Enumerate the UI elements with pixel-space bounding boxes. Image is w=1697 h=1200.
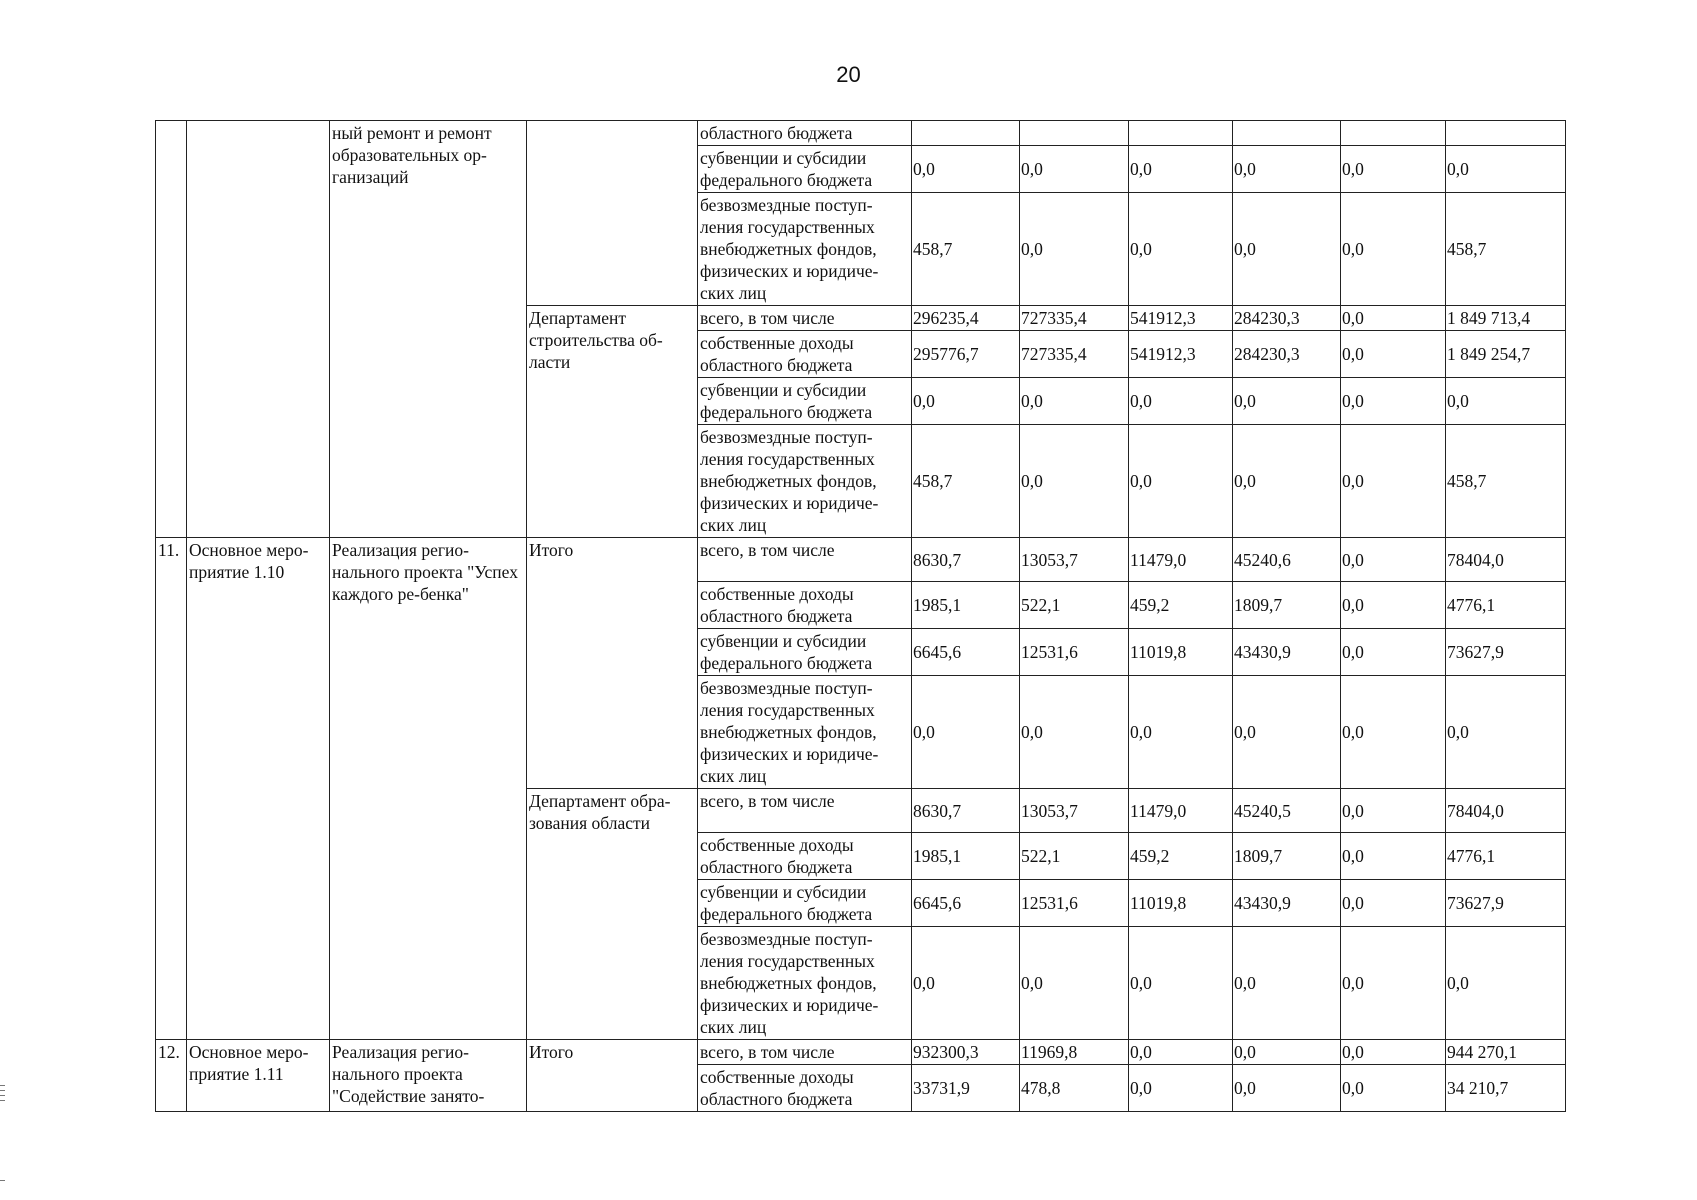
value-cell: 34 210,7 [1446, 1065, 1566, 1112]
value-cell: 932300,3 [912, 1040, 1020, 1065]
value-cell: 1 849 254,7 [1446, 331, 1566, 378]
value-cell: 0,0 [1129, 193, 1233, 306]
value-cell: 1809,7 [1233, 582, 1341, 629]
scan-mark [0, 1100, 5, 1101]
value-cell [912, 121, 1020, 146]
value-cell [1446, 121, 1566, 146]
funding-source-cell: всего, в том числе [698, 1040, 912, 1065]
value-cell: 8630,7 [912, 789, 1020, 833]
value-cell: 12531,6 [1020, 880, 1129, 927]
value-cell: 0,0 [1341, 425, 1446, 538]
value-cell: 459,2 [1129, 582, 1233, 629]
value-cell: 0,0 [1341, 1065, 1446, 1112]
value-cell: 0,0 [1341, 306, 1446, 331]
scan-mark [0, 1085, 5, 1086]
value-cell: 0,0 [1020, 146, 1129, 193]
value-cell: 0,0 [1446, 927, 1566, 1040]
value-cell: 0,0 [1233, 676, 1341, 789]
value-cell: 45240,5 [1233, 789, 1341, 833]
funding-source-cell: безвозмездные поступ-ления государственных внебюджетных фондов, физических и юридиче-ских лиц [698, 193, 912, 306]
value-cell: 478,8 [1020, 1065, 1129, 1112]
value-cell: 458,7 [1446, 425, 1566, 538]
value-cell: 522,1 [1020, 833, 1129, 880]
funding-source-cell: всего, в том числе [698, 789, 912, 833]
executor-cell: Департамент строительства об-ласти [527, 306, 698, 538]
value-cell: 0,0 [1020, 927, 1129, 1040]
value-cell: 0,0 [1020, 425, 1129, 538]
value-cell: 0,0 [1233, 193, 1341, 306]
value-cell: 0,0 [1341, 1040, 1446, 1065]
value-cell: 13053,7 [1020, 789, 1129, 833]
value-cell: 1809,7 [1233, 833, 1341, 880]
value-cell: 284230,3 [1233, 306, 1341, 331]
value-cell: 0,0 [1341, 880, 1446, 927]
value-cell: 944 270,1 [1446, 1040, 1566, 1065]
value-cell: 0,0 [1341, 582, 1446, 629]
funding-source-cell: субвенции и субсидии федерального бюджета [698, 146, 912, 193]
value-cell: 0,0 [1341, 193, 1446, 306]
value-cell: 78404,0 [1446, 538, 1566, 582]
value-cell: 1985,1 [912, 582, 1020, 629]
value-cell: 0,0 [1129, 146, 1233, 193]
value-cell: 0,0 [1233, 146, 1341, 193]
table-row [156, 1040, 1566, 1065]
value-cell: 0,0 [1446, 146, 1566, 193]
funding-source-cell: областного бюджета [698, 121, 912, 146]
value-cell: 295776,7 [912, 331, 1020, 378]
activity-name-cell: Реализация регио-нального проекта "Успех каждого ре-бенка" [330, 538, 527, 1040]
value-cell: 13053,7 [1020, 538, 1129, 582]
value-cell: 0,0 [1341, 378, 1446, 425]
value-cell: 541912,3 [1129, 306, 1233, 331]
funding-source-cell: собственные доходы областного бюджета [698, 1065, 912, 1112]
value-cell: 0,0 [1233, 1040, 1341, 1065]
value-cell: 12531,6 [1020, 629, 1129, 676]
value-cell: 0,0 [1341, 331, 1446, 378]
value-cell [1341, 121, 1446, 146]
measure-name-cell [187, 121, 330, 538]
value-cell: 0,0 [1446, 676, 1566, 789]
funding-source-cell: собственные доходы областного бюджета [698, 582, 912, 629]
value-cell: 11969,8 [1020, 1040, 1129, 1065]
value-cell: 0,0 [912, 146, 1020, 193]
value-cell: 0,0 [1233, 425, 1341, 538]
value-cell: 0,0 [1129, 378, 1233, 425]
value-cell: 0,0 [1129, 1065, 1233, 1112]
value-cell: 11019,8 [1129, 880, 1233, 927]
value-cell: 8630,7 [912, 538, 1020, 582]
value-cell: 0,0 [1020, 378, 1129, 425]
value-cell: 0,0 [1129, 1040, 1233, 1065]
value-cell: 0,0 [1233, 378, 1341, 425]
value-cell: 284230,3 [1233, 331, 1341, 378]
funding-source-cell: всего, в том числе [698, 538, 912, 582]
executor-cell: Итого [527, 1040, 698, 1112]
value-cell: 0,0 [1020, 676, 1129, 789]
funding-source-cell: всего, в том числе [698, 306, 912, 331]
funding-source-cell: безвозмездные поступ-ления государственных внебюджетных фондов, физических и юридиче-ских лиц [698, 425, 912, 538]
value-cell: 0,0 [912, 378, 1020, 425]
value-cell: 458,7 [912, 193, 1020, 306]
activity-name-cell: ный ремонт и ремонт образовательных ор-ганизаций [330, 121, 527, 538]
value-cell: 0,0 [912, 927, 1020, 1040]
value-cell: 0,0 [1129, 927, 1233, 1040]
value-cell: 78404,0 [1446, 789, 1566, 833]
value-cell: 73627,9 [1446, 880, 1566, 927]
scan-mark [0, 1090, 5, 1091]
value-cell: 11019,8 [1129, 629, 1233, 676]
value-cell: 4776,1 [1446, 582, 1566, 629]
value-cell [1233, 121, 1341, 146]
table-row [156, 538, 1566, 582]
value-cell: 0,0 [1129, 425, 1233, 538]
value-cell: 0,0 [1341, 927, 1446, 1040]
value-cell: 0,0 [1020, 193, 1129, 306]
value-cell: 459,2 [1129, 833, 1233, 880]
value-cell: 458,7 [1446, 193, 1566, 306]
activity-name-cell: Реализация регио-нального проекта "Содействие занято- [330, 1040, 527, 1112]
executor-cell: Итого [527, 538, 698, 789]
value-cell: 45240,6 [1233, 538, 1341, 582]
value-cell: 0,0 [1446, 378, 1566, 425]
funding-source-cell: субвенции и субсидии федерального бюджета [698, 880, 912, 927]
table-row [156, 121, 1566, 146]
value-cell: 6645,6 [912, 629, 1020, 676]
value-cell: 43430,9 [1233, 880, 1341, 927]
funding-source-cell: безвозмездные поступ-ления государственных внебюджетных фондов, физических и юридиче-ских лиц [698, 927, 912, 1040]
value-cell: 11479,0 [1129, 789, 1233, 833]
value-cell: 1985,1 [912, 833, 1020, 880]
value-cell: 0,0 [1341, 833, 1446, 880]
value-cell: 0,0 [1233, 1065, 1341, 1112]
executor-cell [527, 121, 698, 306]
scan-mark [0, 1095, 5, 1096]
scan-mark [0, 1180, 5, 1181]
value-cell: 73627,9 [1446, 629, 1566, 676]
value-cell: 0,0 [1341, 789, 1446, 833]
measure-name-cell: Основное меро-приятие 1.10 [187, 538, 330, 1040]
value-cell: 458,7 [912, 425, 1020, 538]
value-cell: 33731,9 [912, 1065, 1020, 1112]
number-cell: 12. [156, 1040, 187, 1112]
funding-source-cell: безвозмездные поступ-ления государственных внебюджетных фондов, физических и юридиче-ских лиц [698, 676, 912, 789]
funding-source-cell: субвенции и субсидии федерального бюджета [698, 378, 912, 425]
value-cell [1129, 121, 1233, 146]
page-number: 20 [836, 62, 861, 87]
measure-name-cell: Основное меро-приятие 1.11 [187, 1040, 330, 1112]
value-cell: 11479,0 [1129, 538, 1233, 582]
value-cell: 296235,4 [912, 306, 1020, 331]
funding-source-cell: собственные доходы областного бюджета [698, 833, 912, 880]
funding-source-cell: субвенции и субсидии федерального бюджета [698, 629, 912, 676]
value-cell: 43430,9 [1233, 629, 1341, 676]
value-cell: 0,0 [1341, 146, 1446, 193]
value-cell: 1 849 713,4 [1446, 306, 1566, 331]
budget-table [155, 120, 1566, 1112]
value-cell: 727335,4 [1020, 306, 1129, 331]
executor-cell: Департамент обра-зования области [527, 789, 698, 1040]
value-cell: 541912,3 [1129, 331, 1233, 378]
value-cell: 727335,4 [1020, 331, 1129, 378]
value-cell: 0,0 [1341, 629, 1446, 676]
value-cell: 522,1 [1020, 582, 1129, 629]
value-cell: 0,0 [1129, 676, 1233, 789]
number-cell: 11. [156, 538, 187, 1040]
value-cell [1020, 121, 1129, 146]
value-cell: 0,0 [1341, 676, 1446, 789]
value-cell: 4776,1 [1446, 833, 1566, 880]
funding-source-cell: собственные доходы областного бюджета [698, 331, 912, 378]
value-cell: 0,0 [1341, 538, 1446, 582]
value-cell: 6645,6 [912, 880, 1020, 927]
number-cell [156, 121, 187, 538]
value-cell: 0,0 [912, 676, 1020, 789]
value-cell: 0,0 [1233, 927, 1341, 1040]
